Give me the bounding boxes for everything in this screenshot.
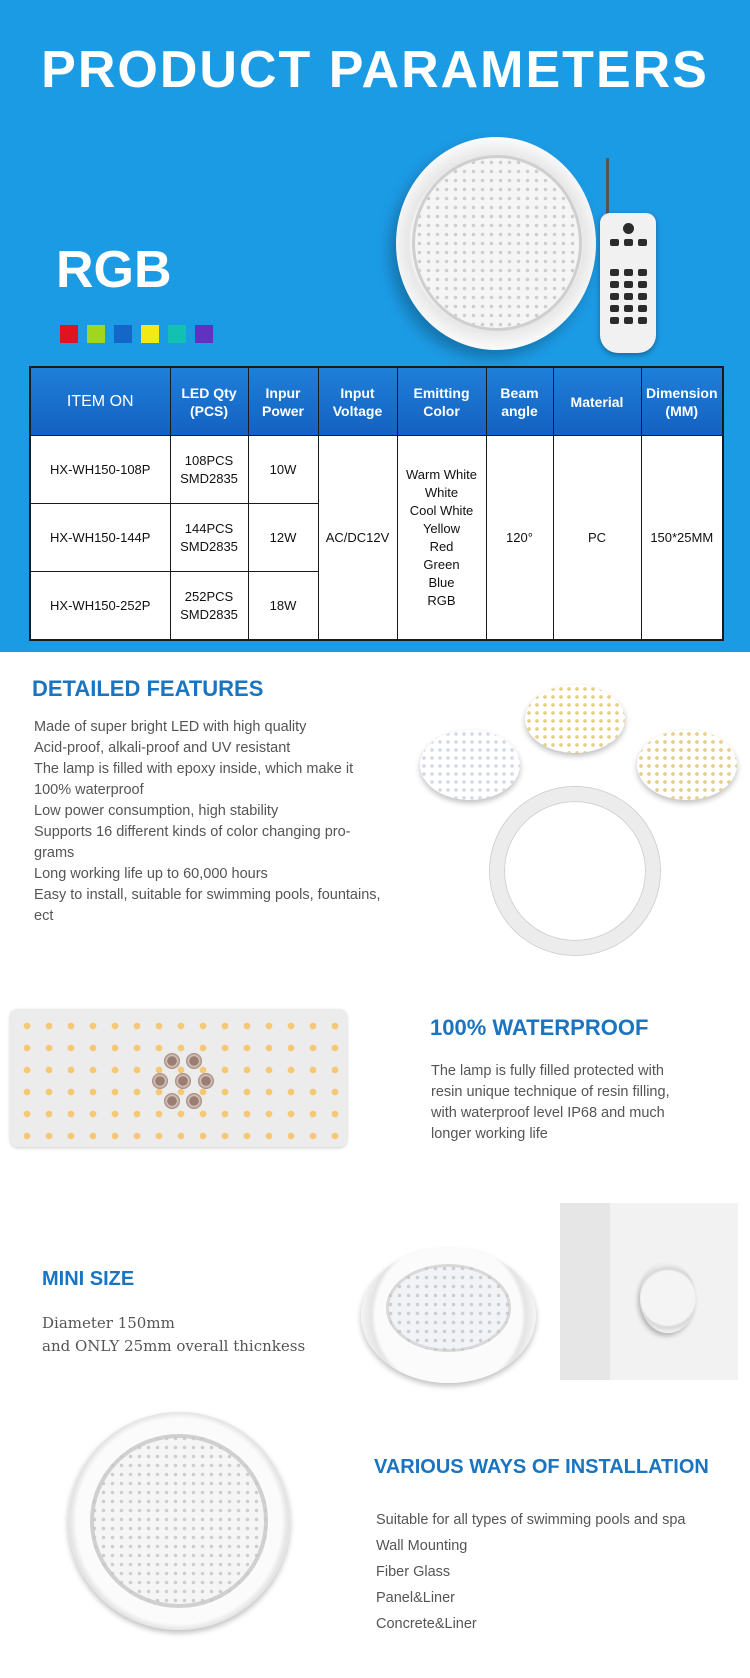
- led-type: SMD2835: [180, 606, 238, 622]
- mini-size-line: Diameter 150mm: [42, 1314, 175, 1332]
- power-cell: 18W: [248, 572, 318, 641]
- table-header: Inpur Power: [248, 367, 318, 436]
- lamp-face: [90, 1434, 268, 1608]
- remote-control-image: [600, 213, 656, 353]
- installation-line: Suitable for all types of swimming pools and spa: [376, 1512, 686, 1528]
- material-cell: PC: [553, 436, 641, 641]
- installation-list: [376, 1507, 716, 1637]
- mini-size-line: and ONLY 25mm overall thicnkess: [42, 1337, 306, 1355]
- color-option: White: [424, 484, 459, 500]
- feature-line: ect: [34, 908, 54, 924]
- color-option: Warm White: [405, 466, 478, 482]
- hero-banner: [0, 0, 750, 652]
- table-header: Dimension (MM): [641, 367, 723, 436]
- color-swatch-lime: [87, 325, 105, 343]
- remote-antenna: [606, 158, 609, 218]
- voltage-cell: AC/DC12V: [318, 436, 397, 641]
- color-swatch-yellow: [141, 325, 159, 343]
- feature-line: Low power consumption, high stability: [34, 803, 279, 819]
- table-header: Input Voltage: [318, 367, 397, 436]
- table-header: Material: [553, 367, 641, 436]
- color-option: Red: [429, 538, 454, 554]
- color-swatch-blue: [114, 325, 132, 343]
- color-option: Yellow: [422, 520, 461, 536]
- beam-angle-cell: 120°: [486, 436, 553, 641]
- installation-lamp-image: [68, 1412, 290, 1630]
- mini-size-title: MINI SIZE: [42, 1268, 135, 1290]
- led-board-image: [10, 1009, 347, 1147]
- installation-title: VARIOUS WAYS OF INSTALLATION: [374, 1456, 709, 1478]
- installation-line: Panel&Liner: [376, 1590, 455, 1606]
- wall-lamp: [640, 1263, 696, 1333]
- color-option: Green: [423, 556, 460, 572]
- feature-line: Easy to install, suitable for swimming pools, fountains,: [34, 887, 381, 903]
- spec-table: [29, 366, 724, 641]
- pool-lamp-image: [396, 137, 596, 350]
- waterproof-line: The lamp is fully filled protected with: [431, 1063, 664, 1079]
- mounting-ring-image: [490, 787, 660, 955]
- rgb-label: RGB: [56, 241, 172, 299]
- feature-line: Acid-proof, alkali-proof and UV resistant: [34, 740, 291, 756]
- led-qty-cell: [170, 436, 248, 504]
- feature-line: Supports 16 different kinds of color changing pro-: [34, 824, 351, 840]
- installation-line: Concrete&Liner: [376, 1616, 477, 1632]
- led-qty: 252PCS: [184, 588, 234, 604]
- warm-white-panel-image: [525, 685, 625, 753]
- led-type: SMD2835: [180, 538, 238, 554]
- table-header: LED Qty (PCS): [170, 367, 248, 436]
- lamp-face: [386, 1264, 511, 1352]
- mini-lamp-image: [361, 1248, 536, 1383]
- waterproof-line: resin unique technique of resin filling,: [431, 1084, 670, 1100]
- table-row: [30, 436, 723, 504]
- item-cell: HX-WH150-108P: [30, 436, 170, 504]
- led-qty: 108PCS: [184, 452, 234, 468]
- item-cell: HX-WH150-144P: [30, 504, 170, 572]
- color-swatch-red: [60, 325, 78, 343]
- color-option: Blue: [428, 574, 455, 590]
- wall-mounted-lamp-image: [560, 1203, 738, 1380]
- feature-line: Made of super bright LED with high quality: [34, 719, 307, 735]
- waterproof-text: [431, 1061, 731, 1145]
- installation-line: Wall Mounting: [376, 1538, 468, 1554]
- cool-white-panel-image: [420, 730, 520, 800]
- led-qty-cell: [170, 504, 248, 572]
- warm-panel-image: [637, 730, 737, 800]
- color-swatch-purple: [195, 325, 213, 343]
- table-header: ITEM ON: [30, 367, 170, 436]
- color-option: Cool White: [409, 502, 474, 518]
- feature-line: The lamp is filled with epoxy inside, which make it: [34, 761, 354, 777]
- features-title: DETAILED FEATURES: [32, 676, 264, 701]
- mini-size-text: [42, 1312, 305, 1358]
- installation-line: Fiber Glass: [376, 1564, 451, 1580]
- item-cell: HX-WH150-252P: [30, 572, 170, 641]
- feature-line: 100% waterproof: [34, 782, 144, 798]
- feature-line: grams: [34, 845, 75, 861]
- page-title: PRODUCT PARAMETERS: [41, 41, 709, 99]
- color-swatches: [60, 325, 213, 343]
- power-cell: 10W: [248, 436, 318, 504]
- color-option: RGB: [427, 592, 456, 608]
- led-qty-cell: [170, 572, 248, 641]
- color-swatch-teal: [168, 325, 186, 343]
- emitting-color-cell: [397, 436, 486, 641]
- features-list: [34, 717, 414, 927]
- led-type: SMD2835: [180, 470, 238, 486]
- waterproof-line: longer working life: [431, 1126, 548, 1142]
- table-header: Emitting Color: [397, 367, 486, 436]
- power-cell: 12W: [248, 504, 318, 572]
- led-qty: 144PCS: [184, 520, 234, 536]
- table-header: Beam angle: [486, 367, 553, 436]
- dimension-cell: 150*25MM: [641, 436, 723, 641]
- waterproof-title: 100% WATERPROOF: [430, 1015, 649, 1040]
- waterproof-line: with waterproof level IP68 and much: [431, 1105, 665, 1121]
- feature-line: Long working life up to 60,000 hours: [34, 866, 268, 882]
